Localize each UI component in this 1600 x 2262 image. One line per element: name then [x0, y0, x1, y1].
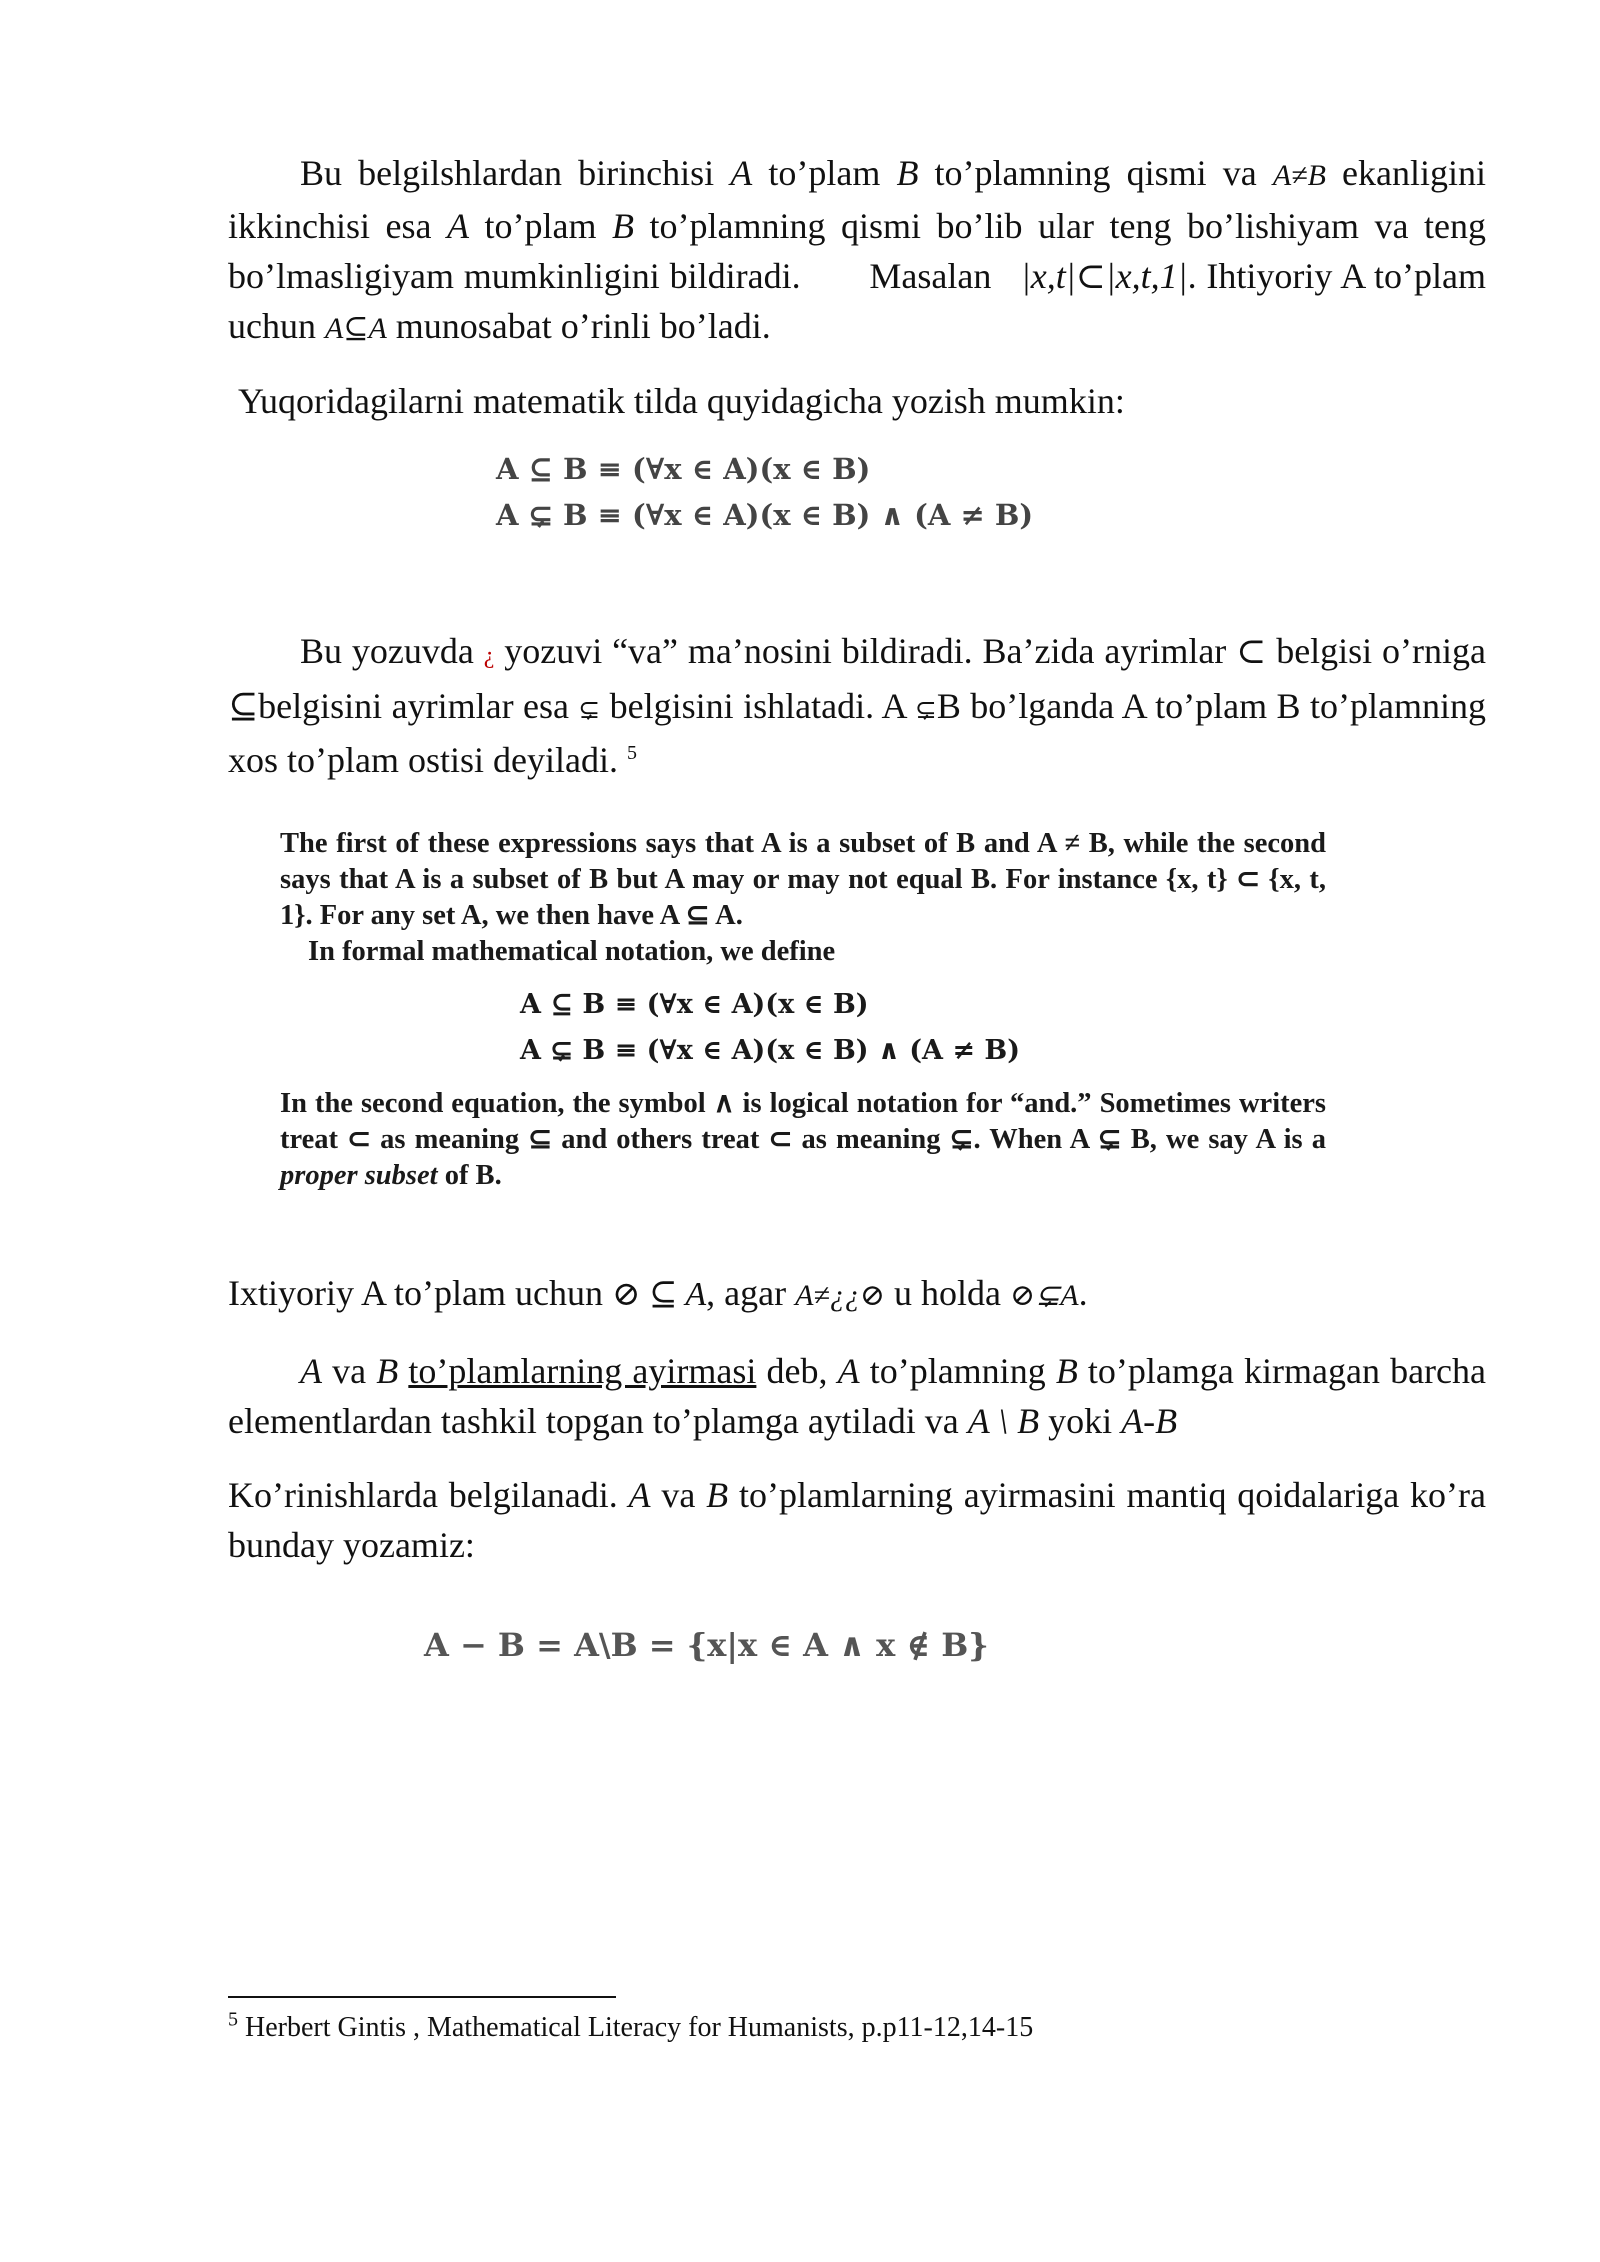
text: yozuvi “va” ma’nosini bildiradi. Ba’zida ayrimlar	[494, 631, 1237, 671]
text: va	[322, 1351, 377, 1391]
text: to’plam	[469, 206, 613, 246]
math-subseteq: ⊆	[228, 686, 259, 726]
var-a: A	[300, 1351, 322, 1391]
text: . Ihtiyoriy A to’plam uchun	[228, 256, 1487, 346]
math-diff: A \ B	[967, 1401, 1040, 1441]
quoted-excerpt	[280, 826, 1326, 1194]
footnote-number: 5	[228, 2008, 238, 2031]
text: Masalan	[869, 256, 992, 296]
paragraph-4	[228, 1268, 1486, 1321]
text: u holda	[885, 1273, 1010, 1313]
footnote	[228, 2010, 1033, 2046]
text: to’plam	[752, 153, 897, 193]
text: belgisini ayrimlar esa	[258, 686, 579, 726]
text: Ko’rinishlarda belgilanadi.	[228, 1475, 629, 1515]
text: B bo’lganda A to’plam B to’plamning xos to’plam ostisi deyiladi.	[228, 686, 1486, 780]
var-b: B	[376, 1351, 399, 1391]
emphasis: proper subset	[280, 1160, 438, 1191]
text: to’plamning qismi va	[918, 153, 1273, 193]
text: deb,	[756, 1351, 838, 1391]
quote-paragraph: The first of these expressions says that A is a subset of B and A ≠ B, while the second says that A is a subset of B but A may or may not equal B. For instance {x, t} ⊂ {x, t, 1}. For any set A, we then have A ⊆ A.	[280, 828, 1326, 931]
math-example: |x,t|⊂|x,t,1|	[1020, 256, 1188, 296]
math-condition: A≠¿¿⊘	[795, 1279, 885, 1312]
formula-line: A ⊆ B ≡ (∀x ∈ A)(x ∈ B)	[496, 452, 871, 486]
text: In the second equation, the symbol ∧ is logical notation for “and.” Sometimes writers treat ⊂ as meaning ⊆ and others treat ⊂ as meaning ⊊. When A ⊊ B, we say A is a	[280, 1088, 1326, 1155]
math-a-subseteq-a: A⊆A	[324, 312, 387, 345]
text: to’plamning qismi bo’lib ular teng bo’lishiyam va teng bo’lmasligiyam mumkinligini bildiradi.	[228, 206, 1487, 296]
quote-formula	[280, 982, 1326, 1074]
math-empty-subset: ⊘ ⊆ A	[611, 1276, 707, 1313]
text: va	[650, 1475, 707, 1515]
paragraph-1	[228, 148, 1486, 354]
math-diff: A-B	[1121, 1401, 1178, 1441]
formula-line: A ⊆ B ≡ (∀x ∈ A)(x ∈ B)	[520, 989, 869, 1020]
paragraph-5-block	[228, 1346, 1486, 1446]
var-a: A	[628, 1475, 651, 1515]
formula-difference: A − B = A\B = {x|x ∈ A ∧ x ∉ B}	[424, 1626, 989, 1664]
text: .	[1078, 1273, 1088, 1313]
text: to’plamga kirmagan barcha elementlardan tashkil topgan to’plamga aytiladi va	[228, 1351, 1486, 1441]
formula-block-1	[228, 446, 1486, 538]
text: ekanligini ikkinchisi esa	[228, 153, 1487, 246]
text: to’plamning	[859, 1351, 1056, 1391]
text: yoki	[1039, 1401, 1122, 1441]
text: Bu yozuvda	[300, 631, 484, 671]
paragraph-6	[228, 1470, 1486, 1570]
var-b: B	[1055, 1351, 1078, 1391]
paragraph-4-block	[228, 1268, 1486, 1321]
text: , agar	[706, 1273, 796, 1313]
paragraph-3	[228, 626, 1486, 785]
paragraph-6-block	[228, 1470, 1486, 1570]
paragraph-2: Yuqoridagilarni matematik tilda quyidagicha yozish mumkin:	[238, 381, 1125, 421]
var-a: A	[837, 1351, 860, 1391]
term-difference: to’plamlarning ayirmasi	[408, 1351, 757, 1391]
math-subset: ⊂	[1236, 631, 1267, 671]
page-body	[228, 148, 1486, 538]
var-b: B	[896, 153, 919, 193]
var-a: A	[730, 153, 753, 193]
glyph: ¿	[483, 643, 495, 669]
formula-line: A ⊊ B ≡ (∀x ∈ A)(x ∈ B) ∧ (A ≠ B)	[496, 498, 1034, 532]
math-a-not-b: A≠B	[1272, 159, 1326, 192]
text: munosabat o’rinli bo’ladi.	[386, 306, 771, 346]
math-subsetneq: ⊊	[578, 695, 601, 724]
var-a: A	[447, 206, 469, 246]
quote-paragraph: In formal mathematical notation, we define	[308, 936, 836, 967]
text: to’plamlarning ayirmasini mantiq qoidalariga ko’ra bunday yozamiz:	[228, 1475, 1486, 1565]
math-subsetneq: ⊊	[915, 695, 937, 724]
text: Bu belgilshlardan birinchisi	[300, 153, 731, 193]
quote-paragraph	[280, 1086, 1326, 1194]
text: of B.	[437, 1160, 502, 1191]
footnote-divider	[228, 1996, 616, 1998]
footnote-text: Herbert Gintis , Mathematical Literacy for Humanists, p.p11-12,14-15	[245, 2012, 1034, 2043]
paragraph-3-block	[228, 626, 1486, 785]
var-b: B	[612, 206, 635, 246]
formula-line: A ⊊ B ≡ (∀x ∈ A)(x ∈ B) ∧ (A ≠ B)	[520, 1035, 1021, 1066]
paragraph-5	[228, 1346, 1486, 1446]
var-b: B	[706, 1475, 729, 1515]
footnote-ref: 5	[626, 742, 637, 764]
text: Ixtiyoriy A to’plam uchun	[228, 1273, 612, 1313]
text: belgisini ishlatadi. A	[600, 686, 916, 726]
math-result: ⊘⊊A	[1009, 1279, 1079, 1312]
text: belgisi o’rniga	[1266, 631, 1487, 671]
